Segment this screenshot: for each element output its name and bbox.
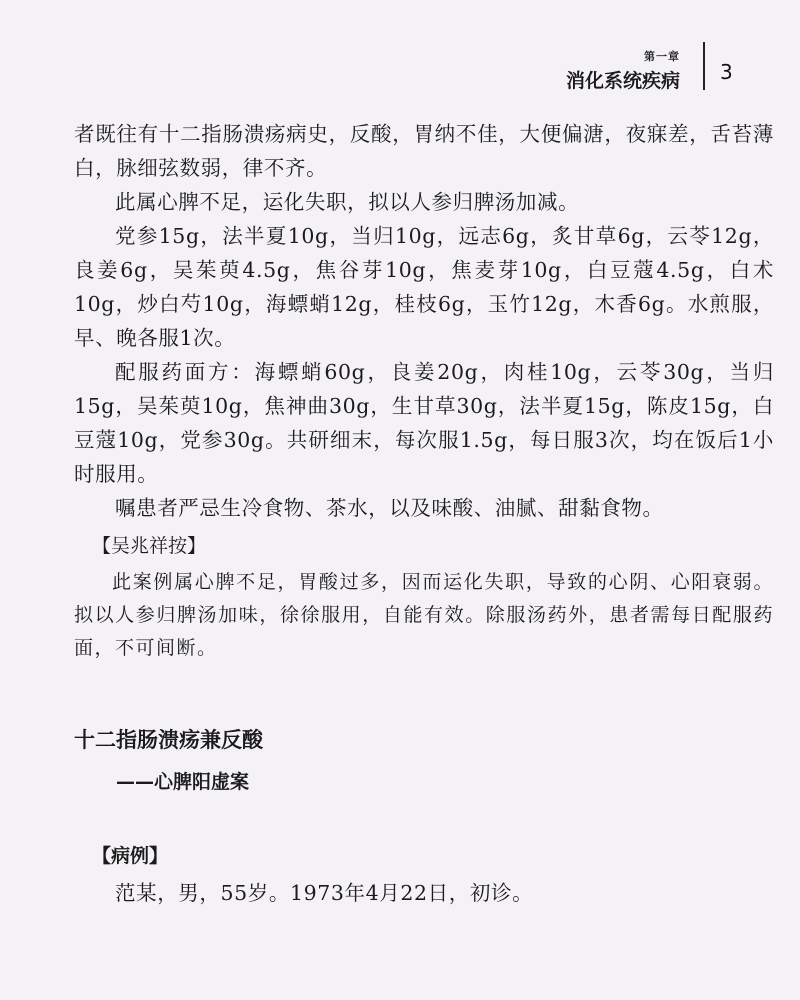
page-number: 3 bbox=[720, 60, 733, 84]
paragraph-commentary: 此案例属心脾不足，胃酸过多，因而运化失职，导致的心阴、心阳衰弱。拟以人参归脾汤加味，徐徐服用，自能有效。除服汤药外，患者需每日配服药面，不可间断。 bbox=[74, 571, 774, 659]
section-name: 消化系统疾病 bbox=[565, 70, 680, 92]
paragraph-diagnosis: 此属心脾不足，运化失职，拟以人参归脾汤加减。 bbox=[115, 190, 580, 214]
paragraph-powder-prescription: 配服药面方：海螵蛸60g，良姜20g，肉桂10g，云苓30g，当归15g，吴茱萸10g，焦神曲30g，生甘草30g，法半夏15g，陈皮15g，白豆蔻10g，党参30g。共研细末，每次服1.5g，每日服3次，均在饭后1小时服用。 bbox=[74, 360, 774, 486]
case-subtitle: ——心脾阳虚案 bbox=[116, 771, 250, 793]
chapter-label: 第一章 bbox=[644, 50, 680, 63]
paragraph-advice: 嘱患者严忌生冷食物、茶水，以及味酸、油腻、甜黏食物。 bbox=[115, 496, 664, 520]
paragraph-patient-info: 范某，男，55岁。1973年4月22日，初诊。 bbox=[115, 881, 534, 905]
header-divider bbox=[703, 42, 705, 90]
running-header bbox=[566, 48, 680, 93]
paragraph-history: 者既往有十二指肠溃疡病史，反酸，胃纳不佳，大便偏溏，夜寐差，舌苔薄白，脉细弦数弱，律不齐。 bbox=[74, 122, 774, 180]
case-tag: 【病例】 bbox=[92, 845, 169, 867]
case-title: 十二指肠溃疡兼反酸 bbox=[74, 728, 263, 752]
commentary-tag: 【吴兆祥按】 bbox=[92, 535, 207, 557]
body-text bbox=[74, 117, 774, 913]
paragraph-prescription: 党参15g，法半夏10g，当归10g，远志6g，炙甘草6g，云苓12g，良姜6g，吴茱萸4.5g，焦谷芽10g，焦麦芽10g，白豆蔻4.5g，白术10g，炒白芍10g，海螵蛸12g，桂枝6g，玉竹12g，木香6g。水煎服，早、晚各服1次。 bbox=[74, 224, 774, 350]
